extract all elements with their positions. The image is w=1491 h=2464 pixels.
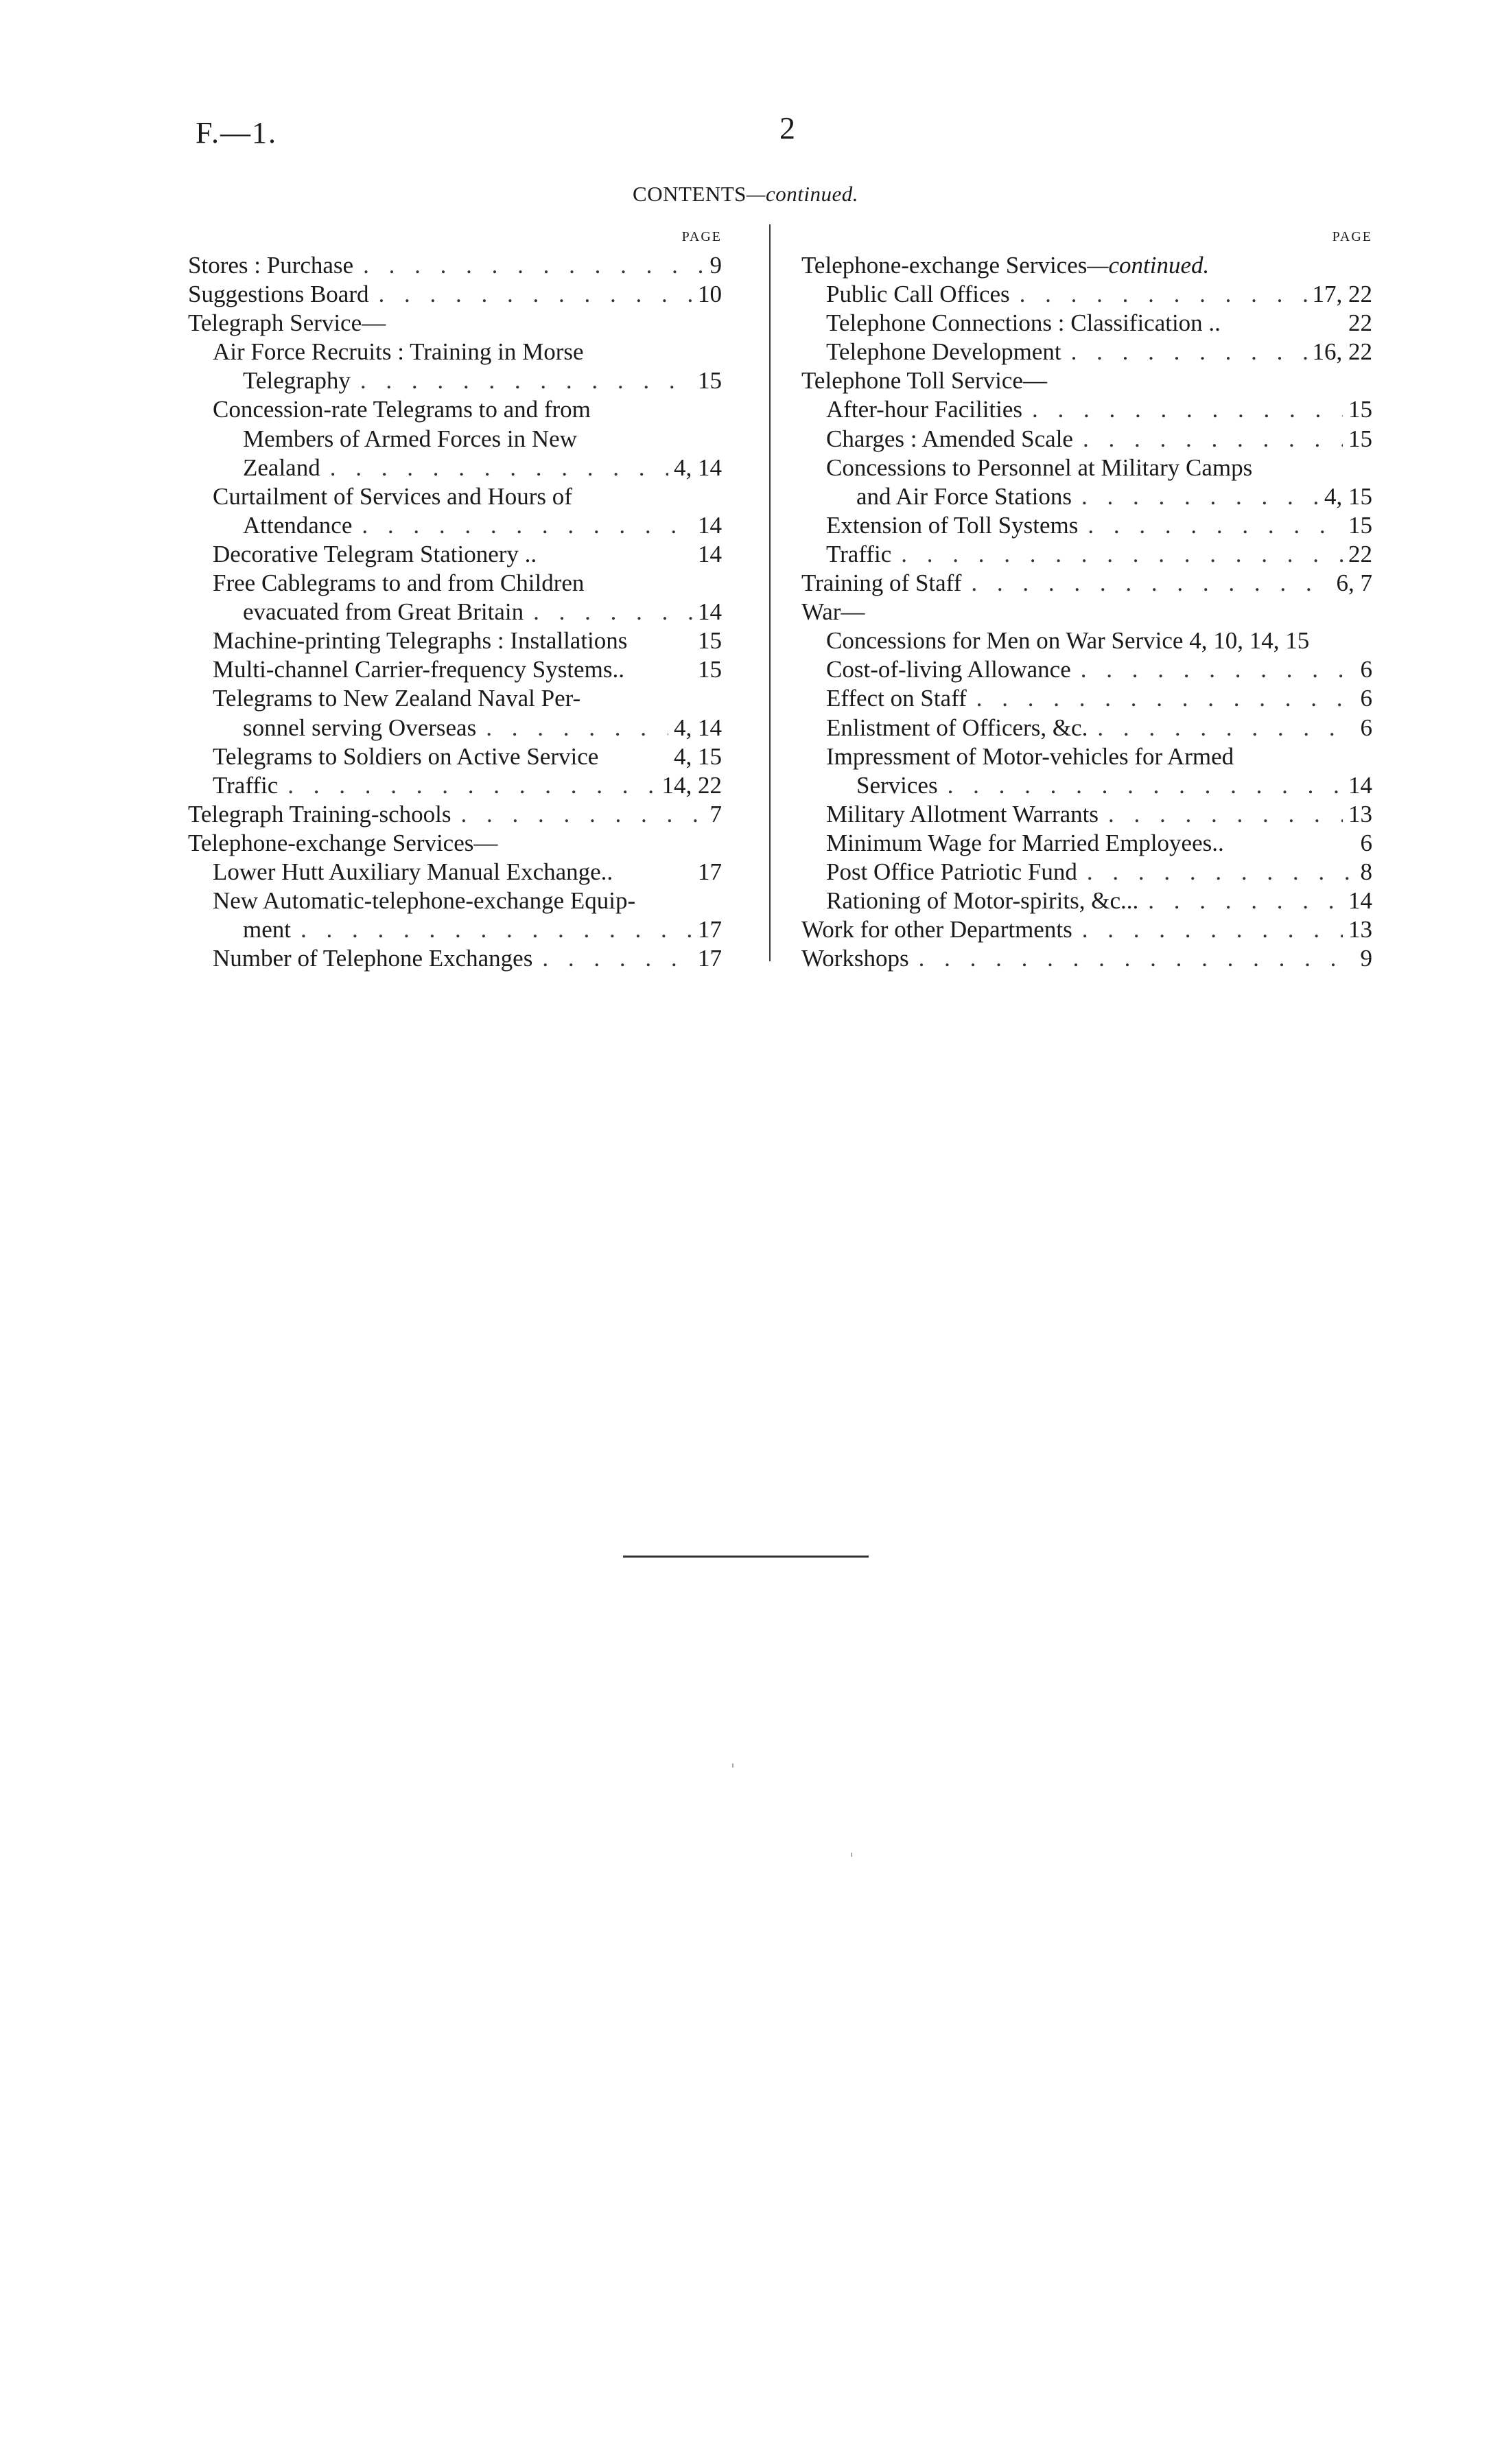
entry-title: After-hour Facilities	[826, 396, 1023, 423]
entry-title: and Air Force Stations	[856, 482, 1072, 510]
contents-entry	[188, 655, 722, 684]
contents-entry	[801, 684, 1372, 713]
entry-title: Workshops	[801, 945, 909, 972]
leader-dots	[1309, 626, 1367, 655]
entry-page	[1367, 598, 1372, 626]
leader-dots	[891, 540, 1343, 569]
entry-title: Telephone-exchange Services	[801, 252, 1088, 279]
leader-dots	[476, 714, 668, 742]
contents-entry	[801, 944, 1372, 973]
contents-entry	[801, 251, 1372, 280]
entry-page	[716, 887, 722, 915]
contents-entry	[801, 454, 1372, 482]
leader-dots	[1078, 511, 1343, 540]
entry-page: 4, 15	[1324, 482, 1372, 510]
entry-title: Cost-of-living Allowance	[826, 656, 1071, 683]
right-entries	[801, 251, 1372, 973]
entry-page: 15	[1348, 396, 1372, 423]
entry-page	[716, 684, 722, 713]
entry-title: Suggestions Board	[188, 281, 369, 308]
entry-title: Telephone Connections : Classification ..	[826, 309, 1221, 337]
leader-dots	[909, 944, 1355, 973]
contents-entry	[801, 482, 1372, 511]
contents-entry	[801, 887, 1372, 915]
entry-title: Services	[856, 771, 938, 799]
entry-title: Telegrams to Soldiers on Active Service	[213, 742, 599, 770]
entry-title: Decorative Telegram Stationery ..	[213, 540, 537, 567]
leader-dots	[1073, 425, 1343, 454]
contents-entry	[188, 829, 722, 858]
entry-page: 14	[698, 540, 722, 567]
contents-entry	[801, 742, 1372, 771]
contents-entry	[801, 714, 1372, 742]
scan-speck	[851, 1853, 852, 1857]
contents-entry	[188, 309, 722, 338]
leader-dots	[1061, 338, 1307, 366]
scan-speck	[732, 1763, 733, 1768]
leader-dots	[1010, 280, 1307, 309]
contents-entry	[188, 511, 722, 540]
entry-title: Curtailment of Services and Hours of	[213, 482, 572, 510]
contents-entry	[801, 655, 1372, 684]
entry-title: Work for other Departments	[801, 916, 1072, 943]
leader-dots	[580, 684, 716, 713]
contents-title-suffix: —continued.	[746, 182, 858, 206]
entry-title: War—	[801, 598, 865, 626]
page-column-label: PAGE	[681, 229, 722, 244]
entry-title: Military Allotment Warrants	[826, 800, 1099, 828]
contents-title-text: CONTENTS	[633, 182, 747, 206]
contents-entry	[188, 858, 722, 887]
leader-dots	[865, 598, 1367, 626]
contents-entry	[188, 915, 722, 944]
page-number: 2	[779, 110, 795, 145]
entry-title: New Automatic-telephone-exchange Equip-	[213, 887, 636, 915]
leader-dots	[1047, 366, 1367, 395]
leader-dots	[627, 626, 692, 655]
contents-entry	[801, 800, 1372, 829]
entry-page: 6	[1360, 829, 1372, 856]
entry-page	[1367, 742, 1372, 771]
entry-page: 16, 22	[1312, 338, 1372, 366]
entry-page: 4, 15	[674, 742, 722, 770]
entry-title: Concession-rate Telegrams to and from	[213, 396, 591, 423]
entry-title: Telephone Toll Service—	[801, 367, 1047, 395]
leader-dots	[320, 454, 668, 482]
contents-entry	[801, 338, 1372, 366]
contents-entry	[188, 454, 722, 482]
entry-title: Traffic	[826, 540, 892, 567]
entry-title: Telegraphy	[243, 367, 351, 395]
entry-title: Enlistment of Officers, &c.	[826, 714, 1088, 741]
contents-entry	[801, 511, 1372, 540]
entry-page	[716, 338, 722, 366]
entry-page: 15	[698, 627, 722, 655]
entry-page: 7	[709, 800, 722, 828]
entry-page	[716, 829, 722, 858]
contents-entry	[801, 858, 1372, 887]
leader-dots	[598, 742, 668, 771]
contents-entry	[188, 251, 722, 280]
entry-page: 4, 14	[674, 454, 722, 481]
leader-dots	[584, 569, 716, 598]
leader-dots	[353, 251, 704, 280]
contents-entry	[801, 280, 1372, 309]
leader-dots	[497, 829, 716, 858]
leader-dots	[532, 944, 692, 973]
contents-left-column	[188, 226, 722, 973]
entry-page	[716, 395, 722, 424]
entry-page	[716, 309, 722, 338]
leader-dots	[1072, 482, 1319, 511]
contents-entry	[188, 569, 722, 598]
entry-title: Impressment of Motor-vehicles for Armed	[826, 742, 1234, 770]
entry-page: 14	[698, 511, 722, 539]
leader-dots	[451, 800, 704, 829]
entry-page: 13	[1348, 916, 1372, 943]
entry-page: 4, 14	[674, 714, 722, 741]
leader-dots	[1071, 655, 1355, 684]
contents-entry	[801, 626, 1372, 655]
contents-entry	[188, 714, 722, 742]
entry-title-suffix: —continued.	[1087, 252, 1210, 279]
leader-dots	[368, 280, 692, 309]
entry-title: Multi-channel Carrier-frequency Systems..	[213, 656, 624, 683]
entry-page: 6	[1360, 656, 1372, 683]
contents-entry	[188, 540, 722, 569]
leader-dots	[1209, 251, 1367, 280]
leader-dots	[938, 771, 1343, 800]
column-divider	[769, 224, 771, 961]
entry-title: Concessions to Personnel at Military Camps	[826, 454, 1253, 481]
contents-right-column	[801, 226, 1372, 973]
entry-page: 8	[1360, 858, 1372, 885]
entry-page: 14, 22	[661, 771, 722, 799]
leader-dots	[1077, 858, 1355, 887]
entry-page: 17	[698, 945, 722, 972]
entry-title: Telephone Development	[826, 338, 1061, 366]
entry-page: 13	[1348, 800, 1372, 828]
contents-entry	[801, 540, 1372, 569]
leader-dots	[291, 915, 692, 944]
contents-entry	[188, 742, 722, 771]
entry-page: 10	[698, 281, 722, 308]
entry-page: 6, 7	[1336, 570, 1372, 597]
entry-page: 17	[698, 858, 722, 885]
leader-dots	[1252, 454, 1367, 482]
left-entries	[188, 251, 722, 973]
entry-page: 22	[1348, 309, 1372, 337]
entry-page: 9	[1360, 945, 1372, 972]
entry-page: 15	[1348, 425, 1372, 452]
contents-entry	[801, 425, 1372, 454]
leader-dots	[278, 771, 656, 800]
contents-entry	[188, 366, 722, 395]
contents-entry	[188, 944, 722, 973]
entry-title: Telegraph Service—	[188, 309, 386, 337]
entry-page: 15	[698, 367, 722, 395]
entry-title: evacuated from Great Britain	[243, 598, 524, 626]
end-rule	[623, 1556, 869, 1558]
entry-page: 15	[1348, 511, 1372, 539]
entry-title: Public Call Offices	[826, 281, 1010, 308]
entry-title: Minimum Wage for Married Employees..	[826, 829, 1224, 856]
contents-entry	[801, 569, 1372, 598]
contents-entry	[801, 395, 1372, 424]
entry-title: Lower Hutt Auxiliary Manual Exchange..	[213, 858, 613, 885]
contents-entry	[801, 915, 1372, 944]
leader-dots	[1088, 714, 1354, 742]
entry-page: 17	[698, 916, 722, 943]
document-id: F.—1.	[196, 116, 277, 150]
contents-entry	[801, 309, 1372, 338]
contents-entry	[801, 771, 1372, 800]
contents-entry	[188, 626, 722, 655]
entry-title: Attendance	[243, 511, 353, 539]
entry-page	[1367, 251, 1372, 280]
contents-entry	[188, 395, 722, 424]
leader-dots	[352, 511, 692, 540]
entry-title: Telegrams to New Zealand Naval Per-	[213, 685, 581, 712]
leader-dots	[577, 425, 716, 454]
entry-title: ment	[243, 916, 291, 943]
entry-title: Telegraph Training-schools	[188, 800, 451, 828]
entry-title: Stores : Purchase	[188, 252, 354, 279]
entry-title: sonnel serving Overseas	[243, 714, 477, 741]
entry-page: 9	[709, 252, 722, 279]
entry-page: 14	[1348, 887, 1372, 915]
leader-dots	[572, 482, 716, 511]
contents-entry	[188, 425, 722, 454]
leader-dots	[1099, 800, 1343, 829]
contents-entry	[188, 887, 722, 915]
entry-title: Post Office Patriotic Fund	[826, 858, 1077, 885]
leader-dots	[1221, 309, 1343, 338]
leader-dots	[537, 540, 692, 569]
entry-title: Rationing of Motor-spirits, &c...	[826, 887, 1139, 915]
entry-page	[1367, 366, 1372, 395]
leader-dots	[524, 598, 692, 626]
leader-dots	[1072, 915, 1343, 944]
entry-title: Training of Staff	[801, 570, 962, 597]
contents-entry	[188, 280, 722, 309]
leader-dots	[1138, 887, 1343, 915]
entry-page	[1367, 626, 1372, 655]
entry-title: Effect on Staff	[826, 685, 967, 712]
contents-entry	[801, 829, 1372, 858]
leader-dots	[1234, 742, 1367, 771]
leader-dots	[584, 338, 716, 366]
contents-entry	[801, 366, 1372, 395]
contents-entry	[188, 598, 722, 626]
entry-page: 14	[698, 598, 722, 626]
entry-title: Air Force Recruits : Training in Morse	[213, 338, 584, 366]
entry-page	[716, 425, 722, 454]
entry-page	[1367, 454, 1372, 482]
leader-dots	[351, 366, 692, 395]
entry-title: Extension of Toll Systems	[826, 511, 1079, 539]
leader-dots	[591, 395, 716, 424]
entry-page: 15	[698, 656, 722, 683]
leader-dots	[624, 655, 692, 684]
leader-dots	[961, 569, 1330, 598]
entry-title: Free Cablegrams to and from Children	[213, 570, 585, 597]
entry-title: Charges : Amended Scale	[826, 425, 1073, 452]
entry-page: 22	[1348, 540, 1372, 567]
entry-page: 14	[1348, 771, 1372, 799]
entry-title: Zealand	[243, 454, 320, 481]
entry-page: 6	[1360, 714, 1372, 741]
contents-entry	[188, 684, 722, 713]
entry-page	[716, 482, 722, 511]
leader-dots	[386, 309, 716, 338]
page-column-label: PAGE	[1332, 229, 1372, 244]
leader-dots	[635, 887, 716, 915]
entry-title: Concessions for Men on War Service 4, 10, 14, 15	[826, 627, 1310, 655]
contents-entry	[801, 598, 1372, 626]
contents-entry	[188, 771, 722, 800]
entry-title: Machine-printing Telegraphs : Installations	[213, 627, 628, 655]
entry-page: 17, 22	[1312, 281, 1372, 308]
entry-title: Number of Telephone Exchanges	[213, 945, 533, 972]
leader-dots	[967, 684, 1355, 713]
contents-entry	[188, 482, 722, 511]
entry-title: Telephone-exchange Services—	[188, 829, 498, 856]
leader-dots	[613, 858, 692, 887]
contents-entry	[188, 800, 722, 829]
entry-title: Traffic	[213, 771, 279, 799]
entry-page	[716, 569, 722, 598]
contents-entry	[188, 338, 722, 366]
contents-title	[0, 182, 1491, 207]
leader-dots	[1022, 395, 1343, 424]
entry-page: 6	[1360, 685, 1372, 712]
entry-title: Members of Armed Forces in New	[243, 425, 577, 452]
leader-dots	[1224, 829, 1355, 858]
